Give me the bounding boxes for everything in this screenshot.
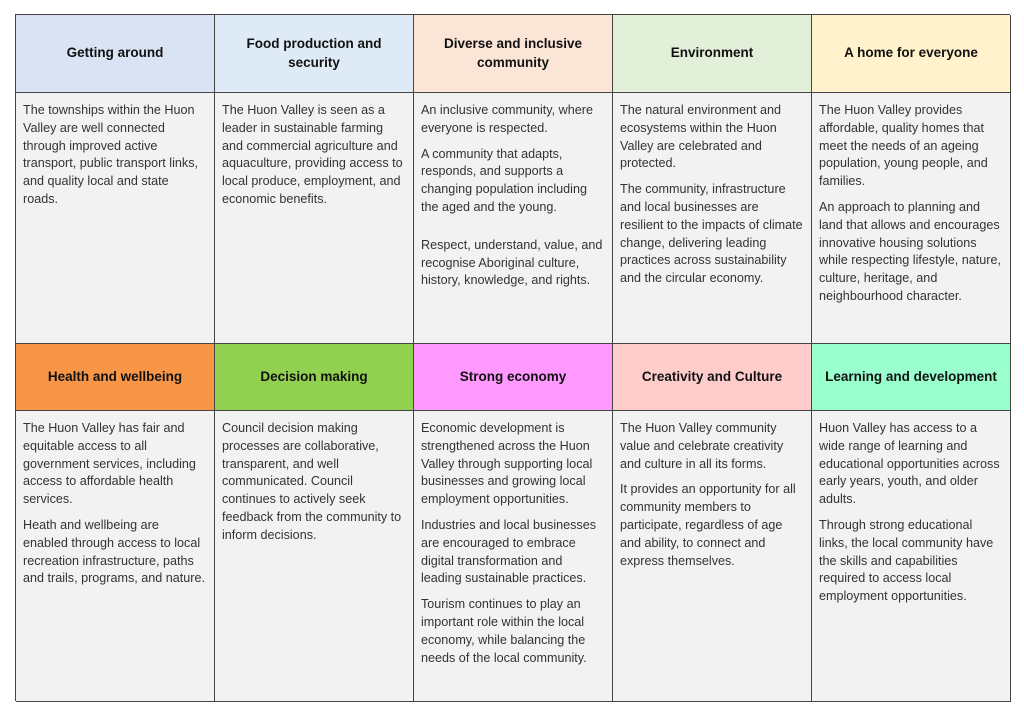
body-paragraph: The Huon Valley community value and celebrate creativity and culture in all its forms. bbox=[620, 421, 784, 471]
header-label: Health and wellbeing bbox=[47, 368, 183, 384]
body-health-wellbeing bbox=[16, 411, 215, 702]
header-learning-development bbox=[812, 344, 1011, 411]
body-diverse-community bbox=[414, 93, 613, 344]
header-strong-economy bbox=[414, 344, 613, 411]
header-label: Creativity and Culture bbox=[641, 368, 783, 384]
body-paragraph: An approach to planning and land that allows and encourages innovative housing solutions while respecting lifestyle, nature, culture, heritage, and neighbourhood character. bbox=[819, 199, 1002, 303]
body-paragraph: The townships within the Huon Valley are well connected through improved active transport, public transport links, and quality local and state roads. bbox=[23, 103, 198, 206]
header-diverse-community bbox=[414, 15, 613, 93]
body-decision-making bbox=[215, 411, 414, 702]
header-creativity-culture bbox=[613, 344, 812, 411]
header-label: Food production and security bbox=[246, 35, 382, 70]
body-paragraph: The community, infrastructure and local businesses are resilient to the impacts of climate change, delivering leading practices across sustainability and the circular economy. bbox=[620, 182, 803, 286]
body-paragraph: Heath and wellbeing are enabled through access to local recreation infrastructure, paths and trails, programs, and nature. bbox=[23, 517, 206, 586]
body-paragraph: The natural environment and ecosystems within the Huon Valley are celebrated and protected. bbox=[620, 103, 782, 171]
header-decision-making bbox=[215, 344, 414, 411]
body-paragraph: The Huon Valley provides affordable, quality homes that meet the needs of an ageing population, young people, and families. bbox=[819, 103, 988, 189]
header-home-for-everyone bbox=[812, 15, 1011, 93]
header-health-wellbeing bbox=[16, 344, 215, 411]
body-home-for-everyone bbox=[812, 93, 1011, 344]
priorities-table bbox=[15, 14, 1010, 701]
body-getting-around bbox=[16, 93, 215, 344]
header-label: Learning and development bbox=[825, 368, 997, 384]
header-getting-around bbox=[16, 15, 215, 93]
body-paragraph: Tourism continues to play an important role within the local economy, while balancing the needs of the local community. bbox=[421, 597, 587, 665]
body-food-production bbox=[215, 93, 414, 344]
header-food-production bbox=[215, 15, 414, 93]
body-paragraph: The Huon Valley has fair and equitable access to all government services, including access to affordable health services. bbox=[23, 421, 196, 507]
body-paragraph: Industries and local businesses are encouraged to embrace digital transformation and leading sustainable practices. bbox=[421, 517, 597, 586]
header-label: Diverse and inclusive community bbox=[443, 35, 583, 70]
body-environment bbox=[613, 93, 812, 344]
body-paragraph: Economic development is strengthened across the Huon Valley through supporting local businesses and growing local employment opportunities. bbox=[421, 421, 593, 507]
body-paragraph: Through strong educational links, the local community have the skills and capabilities required to access local employment opportunities. bbox=[819, 517, 994, 604]
header-environment bbox=[613, 15, 812, 93]
body-paragraph: A community that adapts, responds, and supports a changing population including the aged and the young. bbox=[421, 146, 587, 214]
header-label: Environment bbox=[670, 45, 754, 61]
header-label: Getting around bbox=[66, 45, 164, 61]
body-creativity-culture bbox=[613, 411, 812, 702]
body-learning-development bbox=[812, 411, 1011, 702]
header-label: Strong economy bbox=[459, 368, 567, 384]
body-paragraph: It provides an opportunity for all community members to participate, regardless of age and ability, to connect and express themselves. bbox=[620, 482, 796, 568]
body-paragraph: An inclusive community, where everyone is respected. bbox=[421, 103, 593, 135]
body-paragraph: Council decision making processes are collaborative, transparent, and well communicated. Council continues to actively seek feedback from the community to inform decisions. bbox=[222, 421, 402, 542]
body-paragraph: Huon Valley has access to a wide range of learning and educational opportunities across early years, youth, and older adults. bbox=[819, 421, 1000, 507]
body-strong-economy bbox=[414, 411, 613, 702]
header-label: A home for everyone bbox=[844, 45, 978, 61]
header-label: Decision making bbox=[260, 368, 368, 384]
body-paragraph: Respect, understand, value, and recognise Aboriginal culture, history, knowledge, and rights. bbox=[421, 237, 603, 288]
body-paragraph: The Huon Valley is seen as a leader in sustainable farming and commercial agriculture and aquaculture, providing access to local produce, employment, and economic benefits. bbox=[222, 103, 403, 206]
